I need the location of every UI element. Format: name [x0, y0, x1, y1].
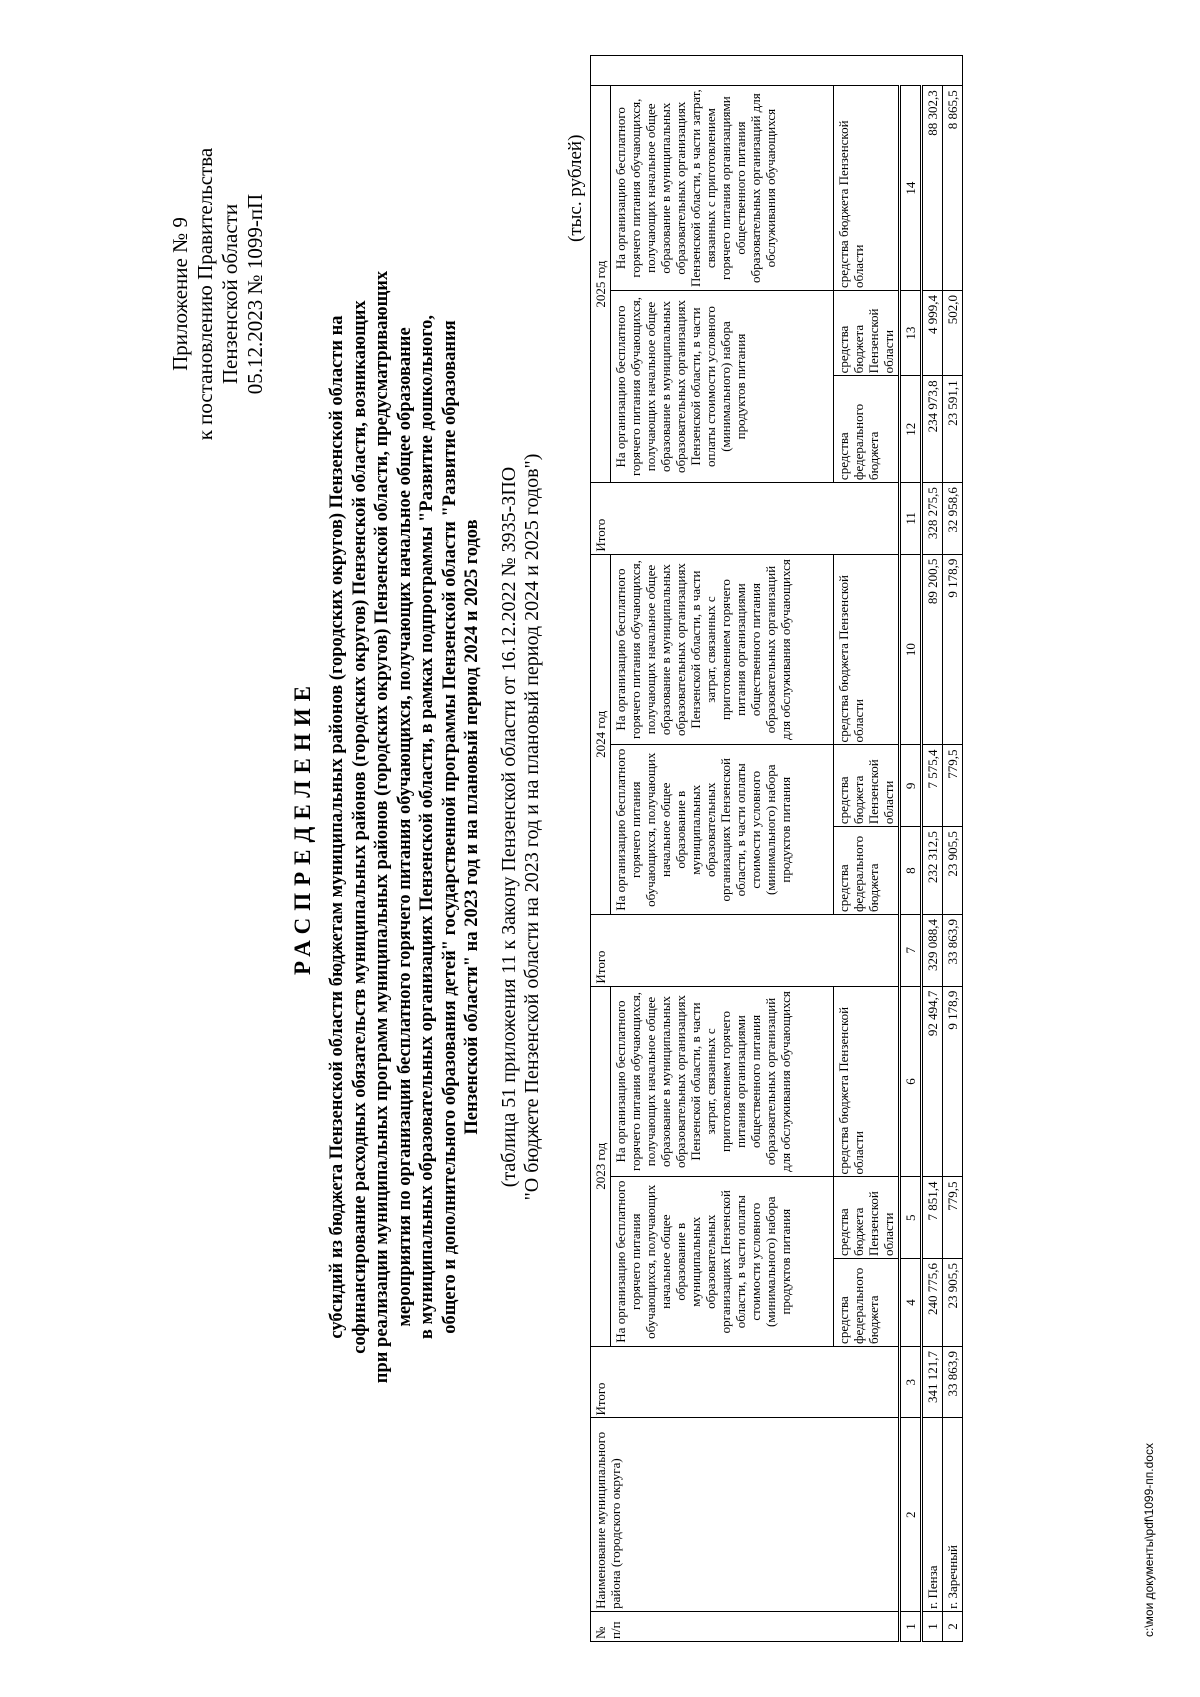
cell-2023-fed: 23 905,5: [943, 1259, 963, 1347]
cell-2024-reg: 779,5: [943, 745, 963, 827]
cell-2024-labor: 9 178,9: [943, 554, 963, 745]
header-total-2025: Итого: [591, 483, 900, 555]
heading-line-1: субсидий из бюджета Пензенской области бюджетам муниципальных районов (городских округов) Пензенской области на: [327, 315, 347, 1339]
header-total-2024: Итого: [591, 915, 900, 987]
heading-line-3: при реализации муниципальных программ муниципальных районов (городских округов) Пензенской области, предусматривающих: [372, 270, 392, 1384]
header-2023-fed: средства федерального бюджета: [834, 1259, 900, 1347]
cell-total-2024: 33 863,9: [943, 915, 963, 987]
header-2023-labor: На организацию бесплатного горячего питания обучающихся, получающих начальное общее образование в муниципальных образовательных организациях Пензенской области, в части затрат, связанных с приготовлением горячего питания организациями общественного питания образовательных организаций для обслуживания обучающихся: [611, 986, 834, 1177]
header-2024-labor-reg: средства бюджета Пензенской области: [834, 554, 900, 745]
cell-2023-labor: 92 494,7: [922, 986, 943, 1177]
header-2025-reg: средства бюджета Пензенской области: [834, 290, 900, 375]
law-reference-line-2: "О бюджете Пензенской области на 2023 год и на плановый период 2024 и 2025 годов"): [520, 453, 543, 1201]
colnum-3: 3: [900, 1346, 922, 1418]
cell-2024-fed: 232 312,5: [922, 827, 943, 915]
table-row: [943, 56, 963, 1642]
cell-2025-fed: 234 973,8: [922, 376, 943, 483]
header-2023-reg: средства бюджета Пензенской области: [834, 1177, 900, 1259]
row-number: 2: [943, 1611, 963, 1641]
cell-total-2024: 329 088,4: [922, 915, 943, 987]
header-2025-cost: На организацию бесплатного горячего питания обучающихся, получающих начальное общее образование в муниципальных образовательных организациях Пензенской области, в части оплаты стоимости условного (минимального) набора продуктов питания: [611, 290, 834, 482]
header-name: Наименование муниципального района (городского округа): [591, 1418, 900, 1611]
cell-2023-reg: 7 851,4: [922, 1177, 943, 1259]
law-reference-line-1: (таблица 51 приложения 11 к Закону Пензенской области от 16.12.2022 № 3935-ЗПО: [497, 466, 520, 1188]
appendix-line-3: Пензенской области: [218, 203, 242, 385]
header-total-2023: Итого: [591, 1346, 900, 1418]
heading-line-2: софинансирование расходных обязательств муниципальных районов (городских округов) Пензенской области, возникающих: [349, 300, 370, 1354]
cell-total-2023: 341 121,7: [922, 1346, 943, 1418]
file-path-footer: c:\мои документы\pdf\1099-пп.docx: [1142, 1443, 1156, 1637]
cell-2024-labor: 89 200,5: [922, 554, 943, 745]
document-title: РАСПРЕДЕЛЕНИЕ: [290, 679, 315, 975]
appendix-line-1: Приложение № 9: [168, 217, 192, 371]
colnum-10: 10: [900, 554, 922, 745]
header-2025-fed: средства федерального бюджета: [834, 376, 900, 483]
cell-2024-fed: 23 905,5: [943, 827, 963, 915]
header-2025-labor: На организацию бесплатного горячего питания обучающихся, получающих начальное общее образование в муниципальных образовательных организациях Пензенской области, в части затрат, связанных с приготовлением горячего питания организациями общественного питания образовательных организаций для обслуживания обучающихся: [611, 86, 834, 291]
units-label: (тыс. рублей): [565, 134, 586, 242]
heading-line-7: Пензенской области" на 2023 год и на плановый период 2024 и 2025 годов: [462, 519, 482, 1135]
cell-total-2023: 33 863,9: [943, 1346, 963, 1418]
appendix-line-2: к постановлению Правительства: [193, 147, 217, 441]
cell-2023-fed: 240 775,6: [922, 1259, 943, 1347]
colnum-13: 13: [900, 290, 922, 375]
colnum-7: 7: [900, 915, 922, 987]
cell-2025-reg: 502,0: [943, 290, 963, 375]
colnum-8: 8: [900, 827, 922, 915]
colnum-2: 2: [900, 1418, 922, 1611]
header-2024-reg: средства бюджета Пензенской области: [834, 745, 900, 827]
cell-2023-labor: 9 178,9: [943, 986, 963, 1177]
right-margin-cell: [591, 56, 963, 86]
cell-total-2025: 32 958,6: [943, 483, 963, 555]
colnum-9: 9: [900, 745, 922, 827]
distribution-table: [590, 55, 963, 1642]
colnum-4: 4: [900, 1259, 922, 1347]
header-year-2023: 2023 год: [591, 986, 611, 1346]
cell-2025-labor: 8 865,5: [943, 86, 963, 291]
cell-total-2025: 328 275,5: [922, 483, 943, 555]
header-2024-labor: На организацию бесплатного горячего питания обучающихся, получающих начальное общее образование в муниципальных образовательных организациях Пензенской области, в части затрат, связанных с приготовлением горячего питания организациями общественного питания образовательных организаций для обслуживания обучающихся: [611, 554, 834, 745]
law-reference: [498, 47, 544, 1607]
heading-line-6: общего и дополнительного образования детей" государственной программы Пензенской области "Развитие образования: [439, 320, 460, 1334]
column-number-row: [900, 56, 922, 1642]
cell-2024-reg: 7 575,4: [922, 745, 943, 827]
title-block: [290, 47, 544, 1607]
row-number: 1: [922, 1611, 943, 1641]
header-year-2024: 2024 год: [591, 554, 611, 914]
district-name: г. Пенза: [922, 1418, 943, 1611]
colnum-14: 14: [900, 86, 922, 291]
heading-line-5: в муниципальных образовательных организациях Пензенской области, в рамках подпрограммы "Развитие дошкольного,: [417, 314, 437, 1340]
appendix-block: [168, 129, 268, 459]
colnum-1: 1: [900, 1611, 922, 1641]
colnum-11: 11: [900, 483, 922, 555]
header-year-2025: 2025 год: [591, 86, 611, 483]
colnum-5: 5: [900, 1177, 922, 1259]
cell-2025-reg: 4 999,4: [922, 290, 943, 375]
header-row-years: [591, 56, 611, 1642]
district-name: г. Заречный: [943, 1418, 963, 1611]
colnum-12: 12: [900, 376, 922, 483]
header-2024-cost: На организацию бесплатного горячего питания обучающихся, получающих начальное общее образование в муниципальных образовательных организациях Пензенской области, в части оплаты стоимости условного (минимального) набора продуктов питания: [611, 745, 834, 915]
colnum-6: 6: [900, 986, 922, 1177]
table-row: [922, 56, 943, 1642]
header-2024-fed: средства федерального бюджета: [834, 827, 900, 915]
heading-line-4: мероприятия по организации бесплатного горячего питания обучающихся, получающих начальное общее образование: [394, 327, 415, 1327]
header-2025-labor-reg: средства бюджета Пензенской области: [834, 86, 900, 291]
header-2023-cost: На организацию бесплатного горячего питания обучающихся, получающих начальное общее образование в муниципальных образовательных организациях Пензенской области, в части оплаты стоимости условного (минимального) набора продуктов питания: [611, 1177, 834, 1347]
header-2023-labor-reg: средства бюджета Пензенской области: [834, 986, 900, 1177]
appendix-line-4: 05.12.2023 № 1099-пП: [243, 193, 267, 395]
cell-2025-labor: 88 302,3: [922, 86, 943, 291]
cell-2025-fed: 23 591,1: [943, 376, 963, 483]
header-number: № п/п: [591, 1611, 900, 1641]
cell-2023-reg: 779,5: [943, 1177, 963, 1259]
